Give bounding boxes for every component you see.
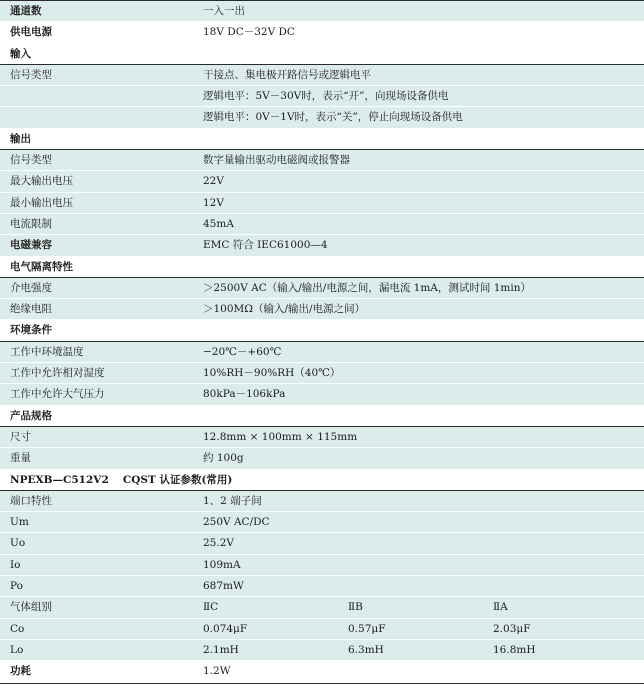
spec-value: EMC 符合 IEC61000—4 [203,239,328,252]
spec-value: 逻辑电平：5V－30V时，表示“开”，向现场设备供电 [203,90,449,103]
spec-row [0,661,644,682]
spec-row [0,533,644,554]
spec-row [0,65,644,86]
spec-row [0,235,644,256]
spec-row [0,491,644,512]
spec-label: 通道数 [10,5,42,17]
spec-row [0,86,644,107]
spec-value-iib: ⅡB [348,601,363,614]
spec-value: 1、2 端子间 [203,494,262,507]
spec-value: −20℃－+60℃ [203,345,282,358]
spec-value: 25.2V [203,537,234,550]
spec-row [0,576,644,597]
spec-value: 18V DC－32V DC [203,26,295,39]
spec-label: 绝缘电阻 [10,303,52,316]
spec-label: 最大输出电压 [10,175,73,188]
spec-label: 尺寸 [10,430,31,443]
spec-label: 最小输出电压 [10,196,73,209]
table-bottom-border [0,683,644,684]
section-title: NPEXB—C512V2 CQST 认证参数(常用) [10,473,233,486]
spec-row [0,171,644,192]
spec-label: 重量 [10,452,31,465]
spec-label: 供电电源 [10,26,52,39]
section-title: 环境条件 [10,324,52,337]
spec-label [0,86,203,106]
spec-label: 电磁兼容 [10,239,52,252]
spec-label: 介电强度 [10,281,52,294]
spec-row [0,193,644,214]
spec-label: Uo [10,537,26,550]
spec-value: 12V [203,196,224,209]
spec-value: 250V AC/DC [203,516,270,529]
section-header-row [0,129,644,150]
spec-value-iia: 2.03μF [493,622,531,635]
section-header-row [0,320,644,341]
spec-value-iic: 2.1mH [203,643,239,656]
spec-label: Po [10,580,23,593]
spec-value-iib: 6.3mH [348,643,384,656]
spec-row [0,342,644,363]
spec-value: ＞2500V AC（输入/输出/电源之间，漏电流 1mA，测试时间 1min） [203,281,531,294]
section-header-row [0,470,644,491]
spec-value-iic: 0.074μF [203,622,248,635]
section-header-row [0,406,644,427]
spec-label: Io [10,558,21,571]
spec-label: Co [10,622,25,635]
spec-row [0,555,644,576]
section-title: 产品规格 [10,409,52,422]
section-title: 输入 [10,47,31,60]
spec-row [0,107,644,128]
spec-row [0,448,644,469]
spec-value: 12.8mm × 100mm × 115mm [203,430,358,443]
spec-label: 功耗 [10,665,31,678]
spec-row [0,384,644,405]
spec-row [0,640,644,661]
spec-value: 逻辑电平：0V－1V时，表示“关”，停止向现场设备供电 [203,111,463,124]
spec-value: 干接点、集电极开路信号或逻辑电平 [203,68,371,81]
section-title: 输出 [10,132,31,145]
spec-value: 一入一出 [203,5,245,17]
spec-value: 10%RH－90%RH（40℃） [203,367,341,380]
spec-row [0,22,644,43]
spec-value-iia: ⅡA [493,601,508,614]
spec-value: 约 100g [203,452,244,465]
spec-value: 数字量输出驱动电磁阀或报警器 [203,154,350,167]
spec-row [0,427,644,448]
spec-row [0,1,644,22]
spec-row [0,512,644,533]
spec-row [0,278,644,299]
spec-label [0,107,203,127]
spec-label: Lo [10,643,24,656]
spec-label: 信号类型 [10,68,52,81]
spec-value: 80kPa－106kPa [203,388,286,401]
spec-row [0,363,644,384]
section-header-row [0,257,644,278]
section-title: 电气隔离特性 [10,260,73,273]
spec-label: Um [10,516,29,529]
spec-value-iic: ⅡC [203,601,219,614]
spec-row [0,597,644,618]
spec-label: 工作中允许大气压力 [10,388,105,401]
spec-row [0,299,644,320]
spec-row [0,214,644,235]
spec-value: 22V [203,175,224,188]
spec-label: 信号类型 [10,154,52,167]
spec-value-iib: 0.57μF [348,622,386,635]
spec-value: 45mA [203,217,234,230]
spec-value: 1.2W [203,665,231,678]
spec-value-iia: 16.8mH [493,643,536,656]
section-header-row [0,44,644,65]
spec-label: 气体组别 [10,601,52,614]
spec-row [0,619,644,640]
spec-value: 687mW [203,580,244,593]
spec-row [0,150,644,171]
spec-value: ＞100MΩ（输入/输出/电源之间） [203,303,366,316]
spec-label: 工作中允许相对湿度 [10,367,105,380]
spec-label: 工作中环境温度 [10,345,84,358]
spec-label: 端口特性 [10,494,52,507]
spec-value: 109mA [203,558,241,571]
spec-label: 电流限制 [10,217,52,230]
